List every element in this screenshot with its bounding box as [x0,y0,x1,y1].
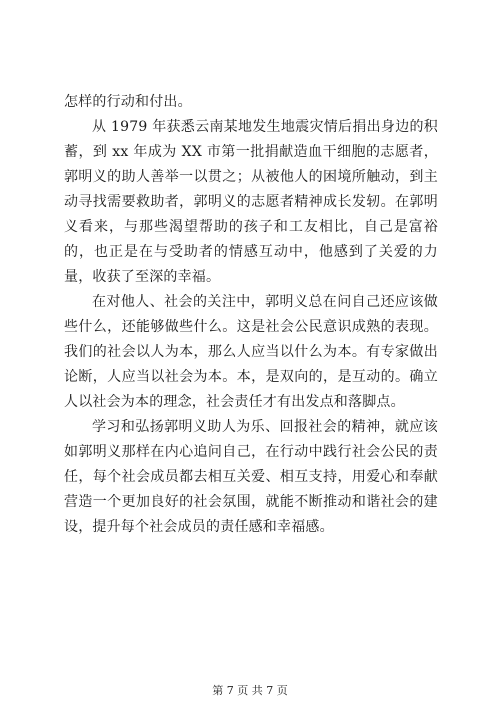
paragraph: 在对他人、社会的关注中，郭明义总在问自己还应该做些什么，还能够做些什么。这是社会公民意识成熟的表现。我们的社会以人为本，那么人应当以什么为本。有专家做出论断，人应当以社会为本。本，是双向的，是互动的。确立人以社会为本的理念，社会责任才有出发点和落脚点。 [64,294,438,410]
paragraph-continuation: 怎样的行动和付出。 [64,94,192,110]
page-footer: 第 7 页 共 7 页 [212,684,288,697]
paragraph: 学习和弘扬郭明义助人为乐、回报社会的精神，就应该如郭明义那样在内心追问自己，在行动中践行社会公民的责任，每个社会成员都去相互关爱、相互支持，用爱心和奉献营造一个更加良好的社会氛围，就能不断推动和谐社会的建设，提升每个社会成员的责任感和幸福感。 [64,419,438,535]
paragraph: 从 1979 年获悉云南某地发生地震灾情后捐出身边的积蓄，到 xx 年成为 XX 市第一批捐献造血干细胞的志愿者，郭明义的助人善举一以贯之；从被他人的困境所触动，到主动寻找需要救助者，郭明义的志愿者精神成长发轫。在郭明义看来，与那些渴望帮助的孩子和工友相比，自己是富裕的，也正是在与受助者的情感互动中，他感到了关爱的力量，收获了至深的幸福。 [64,119,438,285]
document-body [64,90,438,540]
